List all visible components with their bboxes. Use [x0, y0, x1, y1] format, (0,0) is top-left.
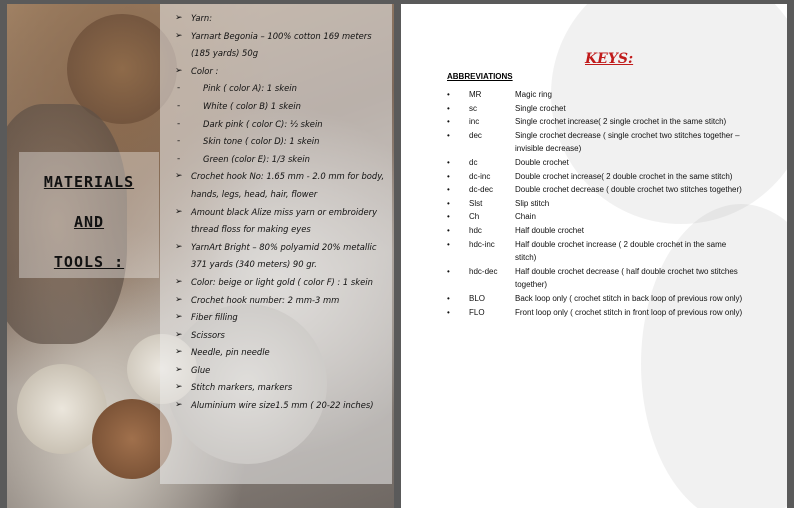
- keys-page: [401, 4, 787, 508]
- abbreviation-code: MR: [469, 90, 482, 99]
- dash-bullet: -: [177, 83, 181, 94]
- materials-item: [175, 344, 387, 362]
- arrow-bullet-icon: ➢: [175, 30, 183, 41]
- materials-item-text: Scissors: [191, 329, 225, 340]
- arrow-bullet-icon: ➢: [175, 382, 183, 393]
- materials-item-text: Color :: [191, 65, 219, 76]
- abbreviation-definition: Back loop only ( crochet stitch in back loop of previous row only): [515, 293, 743, 303]
- arrow-bullet-icon: ➢: [175, 241, 183, 252]
- abbreviation-row: [447, 88, 747, 102]
- materials-item: [175, 204, 387, 239]
- abbreviation-definition: Half double crochet decrease ( half double crochet two stitches together): [515, 266, 738, 290]
- dash-bullet: -: [177, 136, 181, 147]
- bullet-dot: •: [447, 293, 450, 303]
- abbreviation-row: [447, 170, 747, 184]
- bullet-dot: •: [447, 103, 450, 113]
- abbreviation-row: [447, 292, 747, 306]
- materials-item: [175, 379, 387, 397]
- materials-item: [175, 309, 387, 327]
- materials-list: [175, 10, 387, 415]
- materials-title: [19, 162, 159, 282]
- materials-item-text: Pink ( color A): 1 skein: [203, 83, 297, 94]
- materials-item: [175, 168, 387, 203]
- dash-bullet: -: [177, 153, 181, 164]
- abbreviation-code: hdc: [469, 225, 482, 235]
- abbreviation-code: inc: [469, 117, 480, 127]
- abbreviation-definition: Slip stitch: [515, 198, 550, 208]
- abbreviation-row: [447, 197, 747, 211]
- materials-item-text: Green (color E): 1/3 skein: [203, 153, 310, 164]
- arrow-bullet-icon: ➢: [175, 171, 183, 182]
- abbreviation-definition: Double crochet decrease ( double crochet two stitches together): [515, 185, 742, 195]
- abbreviation-code: hdc-dec: [469, 266, 498, 276]
- materials-sub-item: [175, 133, 387, 151]
- bullet-dot: •: [447, 90, 450, 99]
- abbreviation-definition: Single crochet increase( 2 single crochet in the same stitch): [515, 117, 727, 127]
- materials-item: [175, 28, 387, 63]
- materials-item-text: Crochet hook No: 1.65 mm - 2.0 mm for body, hands, legs, head, hair, flower: [191, 171, 385, 199]
- materials-sub-item: [175, 80, 387, 98]
- abbreviation-definition: Single crochet decrease ( single crochet two stitches together – invisible decrease): [515, 130, 740, 154]
- abbreviations-list: [447, 88, 747, 319]
- abbreviation-row: [447, 210, 747, 224]
- materials-item-text: Yarn:: [191, 13, 213, 23]
- bullet-dot: •: [447, 266, 450, 276]
- materials-item: [175, 327, 387, 345]
- dash-bullet: -: [177, 100, 181, 111]
- materials-item: [175, 239, 387, 274]
- arrow-bullet-icon: ➢: [175, 400, 183, 411]
- materials-title-box: [19, 152, 159, 278]
- materials-item-text: Aluminium wire size1.5 mm ( 20-22 inches): [191, 400, 374, 411]
- materials-item-text: YarnArt Bright – 80% polyamid 20% metallic 371 yards (340 meters) 90 gr.: [191, 241, 377, 270]
- abbreviation-code: FLO: [469, 307, 485, 317]
- materials-item-text: Amount black Alize miss yarn or embroidery thread floss for making eyes: [191, 206, 378, 235]
- title-line: MATERIALS: [43, 173, 135, 191]
- abbreviation-row: [447, 238, 747, 265]
- materials-item-text: Stitch markers, markers: [191, 382, 293, 393]
- abbreviation-definition: Double crochet increase( 2 double crochet in the same stitch): [515, 171, 733, 181]
- arrow-bullet-icon: ➢: [175, 364, 183, 375]
- materials-item-text: Color: beige or light gold ( color F) : 1 skein: [191, 276, 373, 287]
- arrow-bullet-icon: ➢: [175, 206, 183, 217]
- title-line: TOOLS :: [53, 253, 125, 271]
- bullet-dot: •: [447, 225, 450, 235]
- materials-sub-item: [175, 98, 387, 116]
- abbreviation-definition: Single crochet: [515, 103, 566, 113]
- abbreviation-row: [447, 183, 747, 197]
- abbreviation-code: BLO: [469, 293, 486, 303]
- materials-item: [175, 274, 387, 292]
- materials-sub-item: [175, 116, 387, 134]
- bullet-dot: •: [447, 157, 450, 167]
- bullet-dot: •: [447, 212, 450, 222]
- materials-item: [175, 292, 387, 310]
- materials-item: [175, 397, 387, 415]
- bullet-dot: •: [447, 130, 450, 140]
- arrow-bullet-icon: ➢: [175, 312, 183, 323]
- materials-sub-item: [175, 151, 387, 169]
- abbreviation-row: [447, 306, 747, 320]
- abbreviations-heading: ABBREVIATIONS: [447, 72, 513, 81]
- materials-item-text: Needle, pin needle: [191, 347, 270, 358]
- bullet-dot: •: [447, 198, 450, 208]
- materials-item-text: Dark pink ( color C): ½ skein: [203, 118, 323, 129]
- abbreviation-row: [447, 102, 747, 116]
- bullet-dot: •: [447, 117, 450, 127]
- abbreviation-definition: Half double crochet increase ( 2 double crochet in the same stitch): [515, 239, 727, 263]
- abbreviation-code: Ch: [469, 212, 480, 222]
- bullet-dot: •: [447, 185, 450, 195]
- abbreviation-definition: Half double crochet: [515, 225, 584, 235]
- arrow-bullet-icon: ➢: [175, 294, 183, 305]
- bullet-dot: •: [447, 171, 450, 181]
- abbreviation-definition: Magic ring: [515, 90, 552, 99]
- arrow-bullet-icon: ➢: [175, 13, 183, 23]
- abbreviation-definition: Double crochet: [515, 157, 569, 167]
- abbreviation-code: dc-inc: [469, 171, 491, 181]
- materials-item: [175, 362, 387, 380]
- abbreviation-code: Slst: [469, 198, 483, 208]
- materials-item-text: Yarnart Begonia – 100% cotton 169 meters (185 yards) 50g: [191, 30, 372, 59]
- materials-item-text: Crochet hook number: 2 mm-3 mm: [191, 294, 340, 305]
- abbreviation-row: [447, 224, 747, 238]
- bullet-dot: •: [447, 239, 450, 249]
- materials-page: [7, 4, 394, 508]
- arrow-bullet-icon: ➢: [175, 329, 183, 340]
- arrow-bullet-icon: ➢: [175, 65, 183, 76]
- abbreviation-row: [447, 129, 747, 156]
- bullet-dot: •: [447, 307, 450, 317]
- arrow-bullet-icon: ➢: [175, 276, 183, 287]
- materials-item-text: Fiber filling: [191, 312, 238, 323]
- abbreviation-row: [447, 115, 747, 129]
- abbreviation-row: [447, 156, 747, 170]
- abbreviation-code: dc-dec: [469, 185, 494, 195]
- abbreviation-code: dec: [469, 130, 482, 140]
- materials-item-text: White ( color B) 1 skein: [203, 100, 301, 111]
- abbreviation-code: dc: [469, 157, 478, 167]
- materials-item: [175, 10, 387, 28]
- materials-item: [175, 63, 387, 81]
- materials-item-text: Skin tone ( color D): 1 skein: [203, 136, 320, 147]
- abbreviation-code: hdc-inc: [469, 239, 495, 249]
- abbreviation-row: [447, 265, 747, 292]
- dash-bullet: -: [177, 118, 181, 129]
- keys-title: KEYS:: [585, 51, 634, 67]
- abbreviation-definition: Front loop only ( crochet stitch in front loop of previous row only): [515, 307, 743, 317]
- abbreviation-code: sc: [469, 103, 477, 113]
- materials-item-text: Glue: [191, 364, 211, 375]
- title-line: AND: [73, 213, 105, 231]
- abbreviation-definition: Chain: [515, 212, 536, 222]
- arrow-bullet-icon: ➢: [175, 347, 183, 358]
